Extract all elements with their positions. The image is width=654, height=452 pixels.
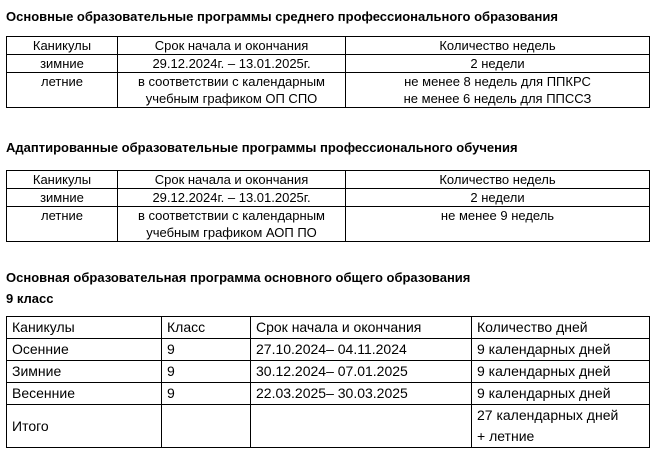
table-header-row <box>7 171 650 189</box>
count-line: + летние <box>477 428 535 444</box>
section2-title: Адаптированные образовательные программы профессионального обучения <box>6 140 518 155</box>
vacation-period: 22.03.2025– 30.03.2025 <box>251 383 472 405</box>
header-cell: Срок начала и окончания <box>118 171 346 189</box>
header-cell: Срок начала и окончания <box>251 317 472 339</box>
vacation-period <box>118 207 346 242</box>
period-line: учебным графиком АОП ПО <box>146 225 317 240</box>
total-grade <box>162 405 251 448</box>
vacation-count: 9 календарных дней <box>472 339 650 361</box>
table-row <box>7 55 650 73</box>
header-cell: Количество недель <box>346 171 650 189</box>
vacation-period: 29.12.2024г. – 13.01.2025г. <box>118 189 346 207</box>
header-cell: Количество дней <box>472 317 650 339</box>
vacation-period: 30.12.2024– 07.01.2025 <box>251 361 472 383</box>
vacation-count <box>346 207 650 242</box>
table-row <box>7 207 650 242</box>
vacation-count <box>346 189 650 207</box>
vacation-name: Весенние <box>7 383 162 405</box>
table-row <box>7 339 650 361</box>
table-header-row <box>7 37 650 55</box>
vacation-name: зимние <box>7 189 118 207</box>
total-label: Итого <box>7 405 162 448</box>
period-line: в соответствии с календарным <box>138 74 325 89</box>
table-row <box>7 361 650 383</box>
section3-subtitle: 9 класс <box>6 291 54 306</box>
table-row <box>7 383 650 405</box>
count-line: 2 недели <box>470 190 525 205</box>
count-line: не менее 6 недель для ППССЗ <box>403 91 592 106</box>
vacation-name: Осенние <box>7 339 162 361</box>
header-cell: Класс <box>162 317 251 339</box>
aop-vacation-table <box>6 170 650 242</box>
table-total-row <box>7 405 650 448</box>
vacation-count <box>346 55 650 73</box>
vacation-name: летние <box>7 207 118 242</box>
section1-title: Основные образовательные программы среднего профессионального образования <box>6 9 558 24</box>
header-cell: Каникулы <box>7 37 118 55</box>
spo-vacation-table <box>6 36 650 108</box>
header-cell: Срок начала и окончания <box>118 37 346 55</box>
vacation-count: 9 календарных дней <box>472 383 650 405</box>
period-line: учебным графиком ОП СПО <box>145 91 318 106</box>
count-line: 27 календарных дней <box>477 407 619 423</box>
header-cell: Каникулы <box>7 171 118 189</box>
total-period <box>251 405 472 448</box>
vacation-period <box>118 73 346 108</box>
table-row <box>7 189 650 207</box>
vacation-name: летние <box>7 73 118 108</box>
vacation-name: Зимние <box>7 361 162 383</box>
vacation-name: зимние <box>7 55 118 73</box>
count-line: не менее 9 недель <box>440 208 555 223</box>
vacation-count: 9 календарных дней <box>472 361 650 383</box>
vacation-grade: 9 <box>162 383 251 405</box>
vacation-period: 29.12.2024г. – 13.01.2025г. <box>118 55 346 73</box>
table-row <box>7 73 650 108</box>
total-count <box>472 405 650 448</box>
table-header-row <box>7 317 650 339</box>
header-cell: Количество недель <box>346 37 650 55</box>
vacation-count <box>346 73 650 108</box>
period-line: в соответствии с календарным <box>138 208 325 223</box>
ooo-vacation-table <box>6 316 650 448</box>
count-line: 2 недели <box>470 56 525 71</box>
vacation-grade: 9 <box>162 361 251 383</box>
vacation-grade: 9 <box>162 339 251 361</box>
vacation-period: 27.10.2024– 04.11.2024 <box>251 339 472 361</box>
count-line: не менее 8 недель для ППКРС <box>404 74 591 89</box>
header-cell: Каникулы <box>7 317 162 339</box>
section3-title: Основная образовательная программа основного общего образования <box>6 270 471 285</box>
